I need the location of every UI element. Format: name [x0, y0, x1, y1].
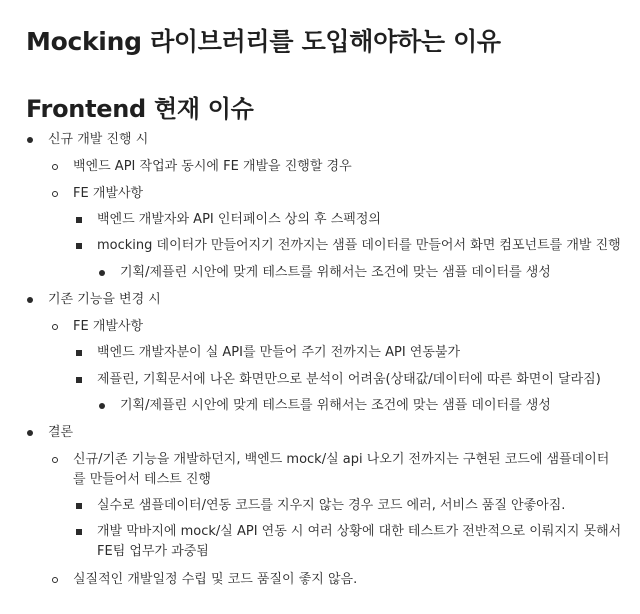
list-item-text: 개발 막바지에 mock/실 API 연동 시 여러 상황에 대한 테스트가 전반적으로 이뤄지지 못해서 FE팀 업무가 과중됨	[97, 524, 622, 559]
square-bullet-icon	[76, 377, 82, 383]
list-item	[97, 210, 381, 230]
list-item-text: 기획/제플린 시안에 맞게 테스트를 위해서는 조건에 맞는 샘플 데이터를 생성	[120, 265, 551, 280]
page-title: Mocking 라이브러리를 도입해야하는 이유	[26, 27, 501, 56]
list-item-text: 제플린, 기획문서에 나온 화면만으로 분석이 어려움(상태값/데이터에 따른 화면이 달라짐)	[97, 372, 601, 387]
circle-bullet-icon	[52, 324, 58, 330]
list-item	[120, 263, 551, 283]
list-item	[97, 236, 621, 256]
square-bullet-icon	[76, 350, 82, 356]
disc-bullet-icon	[27, 297, 33, 303]
list-item	[97, 343, 460, 363]
square-bullet-icon	[76, 503, 82, 509]
list-item-text: FE 개발사항	[73, 319, 144, 334]
disc-bullet-icon	[99, 270, 105, 276]
list-item	[48, 423, 73, 443]
list-item-text: mocking 데이터가 만들어지기 전까지는 샘플 데이터를 만들어서 화면 컴포넌트를 개발 진행	[97, 238, 621, 253]
list-item-text: 백엔드 API 작업과 동시에 FE 개발을 진행할 경우	[73, 159, 352, 174]
circle-bullet-icon	[52, 577, 58, 583]
list-item	[73, 157, 352, 177]
circle-bullet-icon	[52, 164, 58, 170]
list-item-text: 신규/기존 기능을 개발하던지, 백엔드 mock/실 api 나오기 전까지는 구현된 코드에 샘플데이터를 만들어서 테스트 진행	[73, 452, 610, 487]
list-item-text: 백엔드 개발자분이 실 API를 만들어 주기 전까지는 API 연동불가	[97, 345, 461, 360]
list-item-text: 결론	[48, 425, 74, 440]
disc-bullet-icon	[27, 430, 33, 436]
list-item	[48, 130, 148, 150]
list-item-text: FE 개발사항	[73, 186, 144, 201]
disc-bullet-icon	[99, 403, 105, 409]
list-item-text: 신규 개발 진행 시	[48, 132, 149, 147]
list-item-text: 실수로 샘플데이터/연동 코드를 지우지 않는 경우 코드 에러, 서비스 품질 안좋아짐.	[97, 498, 566, 513]
list-item	[48, 290, 161, 310]
circle-bullet-icon	[52, 191, 58, 197]
list-item	[73, 570, 357, 590]
list-item	[73, 184, 143, 204]
list-item	[120, 396, 551, 416]
list-item	[97, 370, 601, 390]
list-item	[97, 496, 565, 516]
circle-bullet-icon	[52, 457, 58, 463]
section-title: Frontend 현재 이슈	[26, 95, 254, 123]
list-item	[73, 317, 143, 337]
list-item	[97, 522, 625, 562]
list-item-text: 백엔드 개발자와 API 인터페이스 상의 후 스펙정의	[97, 212, 381, 227]
square-bullet-icon	[76, 529, 82, 535]
square-bullet-icon	[76, 243, 82, 249]
list-item-text: 기존 기능을 변경 시	[48, 292, 161, 307]
list-item-text: 기획/제플린 시안에 맞게 테스트를 위해서는 조건에 맞는 샘플 데이터를 생성	[120, 398, 551, 413]
square-bullet-icon	[76, 217, 82, 223]
list-item	[73, 450, 621, 490]
disc-bullet-icon	[27, 137, 33, 143]
list-item-text: 실질적인 개발일정 수립 및 코드 품질이 좋지 않음.	[73, 572, 358, 587]
